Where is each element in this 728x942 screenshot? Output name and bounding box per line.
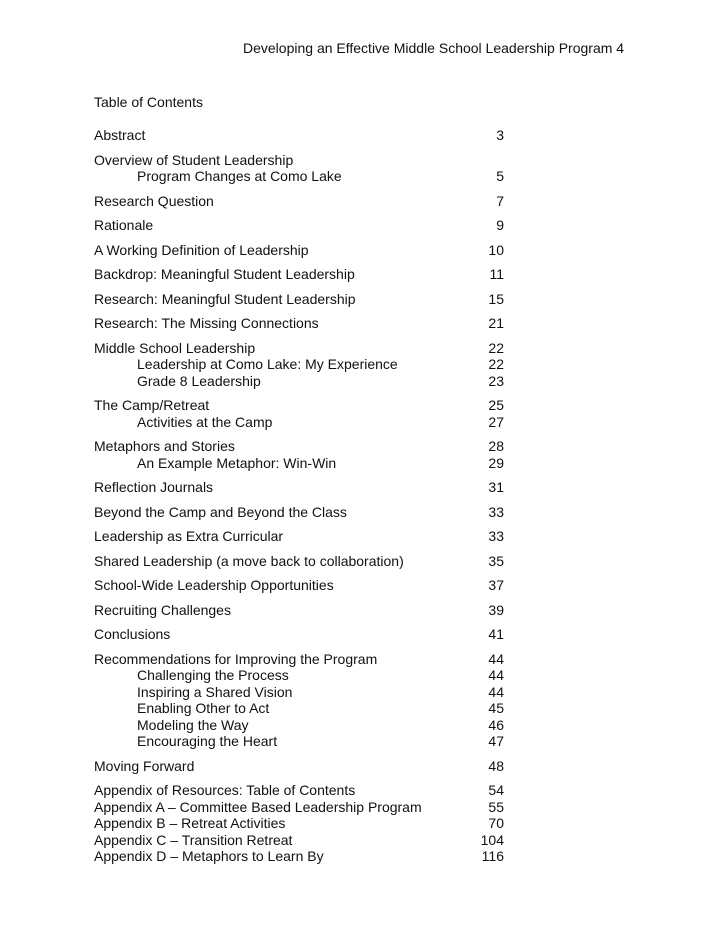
toc-page-number: 33: [488, 528, 504, 544]
toc-entry-label: Rationale: [94, 217, 154, 233]
toc-page-number: 22: [488, 339, 504, 356]
toc-group: [94, 528, 504, 545]
toc-group: [94, 504, 504, 521]
toc-page-number: 25: [488, 397, 504, 413]
toc-group: [94, 340, 504, 390]
toc-entry-label: An Example Metaphor: Win-Win: [137, 454, 337, 471]
toc-page-number: 22: [488, 356, 504, 372]
toc-page-number: 46: [488, 716, 504, 733]
toc-group: [94, 315, 504, 332]
toc-group: [94, 242, 504, 259]
toc-subentry: [94, 684, 504, 701]
toc-entry: [94, 152, 504, 169]
toc-entry-label: Inspiring a Shared Vision: [137, 683, 293, 700]
toc-entry-label: Overview of Student Leadership: [94, 151, 294, 168]
toc-entry-label: Appendix D – Metaphors to Learn By: [94, 848, 324, 864]
toc-entry: [94, 782, 504, 799]
toc-entry: [94, 799, 504, 816]
toc-entry-label: Challenging the Process: [137, 667, 289, 683]
toc-page-number: 33: [488, 503, 504, 520]
toc-group: [94, 602, 504, 619]
toc-group: [94, 577, 504, 594]
toc-subentry: [94, 455, 504, 472]
toc-page-number: 45: [488, 700, 504, 716]
toc-subentry: [94, 667, 504, 684]
toc-title: Table of Contents: [94, 94, 203, 110]
toc-group: [94, 626, 504, 643]
toc-group: [94, 438, 504, 471]
toc-entry-label: Reflection Journals: [94, 479, 214, 495]
toc-entry-label: Research Question: [94, 192, 214, 209]
toc-group: [94, 127, 504, 144]
toc-group: [94, 782, 504, 865]
toc-entry-label: Program Changes at Como Lake: [137, 168, 342, 184]
toc-group: [94, 291, 504, 308]
toc-entry: [94, 217, 504, 234]
toc-page-number: 54: [488, 782, 504, 798]
toc-entry: [94, 340, 504, 357]
toc-page-number: 3: [496, 127, 504, 143]
toc-page-number: 27: [488, 413, 504, 430]
toc-page-number: 47: [488, 733, 504, 749]
toc-entry-label: Recommendations for Improving the Program: [94, 650, 378, 667]
toc-entry: [94, 479, 504, 496]
toc-entry-label: Conclusions: [94, 626, 171, 642]
toc-entry: [94, 577, 504, 594]
toc-group: [94, 266, 504, 283]
toc-entry-label: Leadership at Como Lake: My Experience: [137, 356, 398, 372]
toc-entry-label: Recruiting Challenges: [94, 601, 231, 618]
toc-group: [94, 479, 504, 496]
toc-page-number: 37: [488, 577, 504, 593]
toc-entry-label: Appendix A – Committee Based Leadership Program: [94, 798, 422, 815]
toc-page-number: 7: [496, 192, 504, 209]
toc-entry: [94, 758, 504, 775]
toc-entry-label: Modeling the Way: [137, 716, 249, 733]
toc-entry-label: Abstract: [94, 127, 146, 143]
toc-entry: [94, 815, 504, 832]
toc-page-number: 28: [488, 438, 504, 454]
toc-entry-label: Appendix B – Retreat Activities: [94, 815, 286, 831]
toc-entry-label: Enabling Other to Act: [137, 700, 270, 716]
toc-page-number: 29: [488, 454, 504, 471]
toc-entry: [94, 651, 504, 668]
toc-group: [94, 758, 504, 775]
toc-page-number: 39: [488, 601, 504, 618]
toc-page-number: 15: [488, 290, 504, 307]
toc-page-number: [474, 152, 504, 169]
toc-page-number: 23: [488, 372, 504, 389]
toc-entry-label: School-Wide Leadership Opportunities: [94, 577, 334, 593]
toc-entry-label: Appendix C – Transition Retreat: [94, 831, 293, 848]
toc-entry: [94, 397, 504, 414]
toc-entry-label: The Camp/Retreat: [94, 397, 210, 413]
toc-page-number: 31: [488, 479, 504, 495]
toc-page-number: 44: [488, 650, 504, 667]
toc-entry-label: Leadership as Extra Curricular: [94, 528, 284, 544]
toc-group: [94, 193, 504, 210]
toc-subentry: [94, 373, 504, 390]
toc-entry: [94, 315, 504, 332]
toc-group: [94, 152, 504, 185]
toc-group: [94, 397, 504, 430]
toc-entry-label: Beyond the Camp and Beyond the Class: [94, 503, 347, 520]
toc-subentry: [94, 168, 504, 185]
toc-entry: [94, 626, 504, 643]
toc-entry-label: Moving Forward: [94, 757, 195, 774]
toc-subentry: [94, 700, 504, 717]
toc-entry-label: Backdrop: Meaningful Student Leadership: [94, 266, 355, 282]
toc-entry-label: Middle School Leadership: [94, 339, 256, 356]
toc-entry: [94, 266, 504, 283]
toc-page-number: 44: [488, 683, 504, 700]
toc-subentry: [94, 733, 504, 750]
toc-entry-label: A Working Definition of Leadership: [94, 241, 309, 258]
toc-entry: [94, 127, 504, 144]
toc-page-number: 5: [496, 168, 504, 184]
toc-entry: [94, 553, 504, 570]
toc-page-number: 70: [488, 815, 504, 831]
toc-entry: [94, 242, 504, 259]
toc-page-number: 44: [488, 667, 504, 683]
toc-page-number: 104: [480, 831, 504, 848]
toc-group: [94, 651, 504, 750]
toc-page-number: 11: [489, 266, 504, 282]
toc-entry-label: Activities at the Camp: [137, 413, 273, 430]
toc-page-number: 48: [488, 757, 504, 774]
toc-page-number: 116: [481, 848, 504, 864]
toc-entry: [94, 832, 504, 849]
toc-subentry: [94, 356, 504, 373]
toc-entry-label: Shared Leadership (a move back to collaboration): [94, 552, 404, 569]
toc-group: [94, 553, 504, 570]
toc-entry: [94, 193, 504, 210]
toc-entry: [94, 602, 504, 619]
toc-subentry: [94, 414, 504, 431]
toc-page-number: 35: [488, 552, 504, 569]
toc-page-number: 9: [496, 217, 504, 233]
toc-page-number: 41: [488, 626, 504, 642]
toc-entry-label: Research: The Missing Connections: [94, 315, 319, 331]
toc-entry-label: Encouraging the Heart: [137, 733, 278, 749]
running-header: Developing an Effective Middle School Leadership Program 4: [243, 40, 625, 56]
toc-entry: [94, 438, 504, 455]
toc-subentry: [94, 717, 504, 734]
toc-entry: [94, 528, 504, 545]
toc-entry: [94, 848, 504, 865]
toc-entry-label: Appendix of Resources: Table of Contents: [94, 782, 356, 798]
toc-entry-label: Metaphors and Stories: [94, 438, 235, 454]
toc-entry-label: Grade 8 Leadership: [137, 372, 261, 389]
toc-entry: [94, 291, 504, 308]
table-of-contents: [94, 127, 504, 865]
toc-page-number: 10: [488, 241, 504, 258]
toc-group: [94, 217, 504, 234]
toc-entry-label: Research: Meaningful Student Leadership: [94, 290, 356, 307]
toc-page-number: 21: [488, 315, 504, 331]
toc-page-number: 55: [488, 798, 504, 815]
toc-entry: [94, 504, 504, 521]
